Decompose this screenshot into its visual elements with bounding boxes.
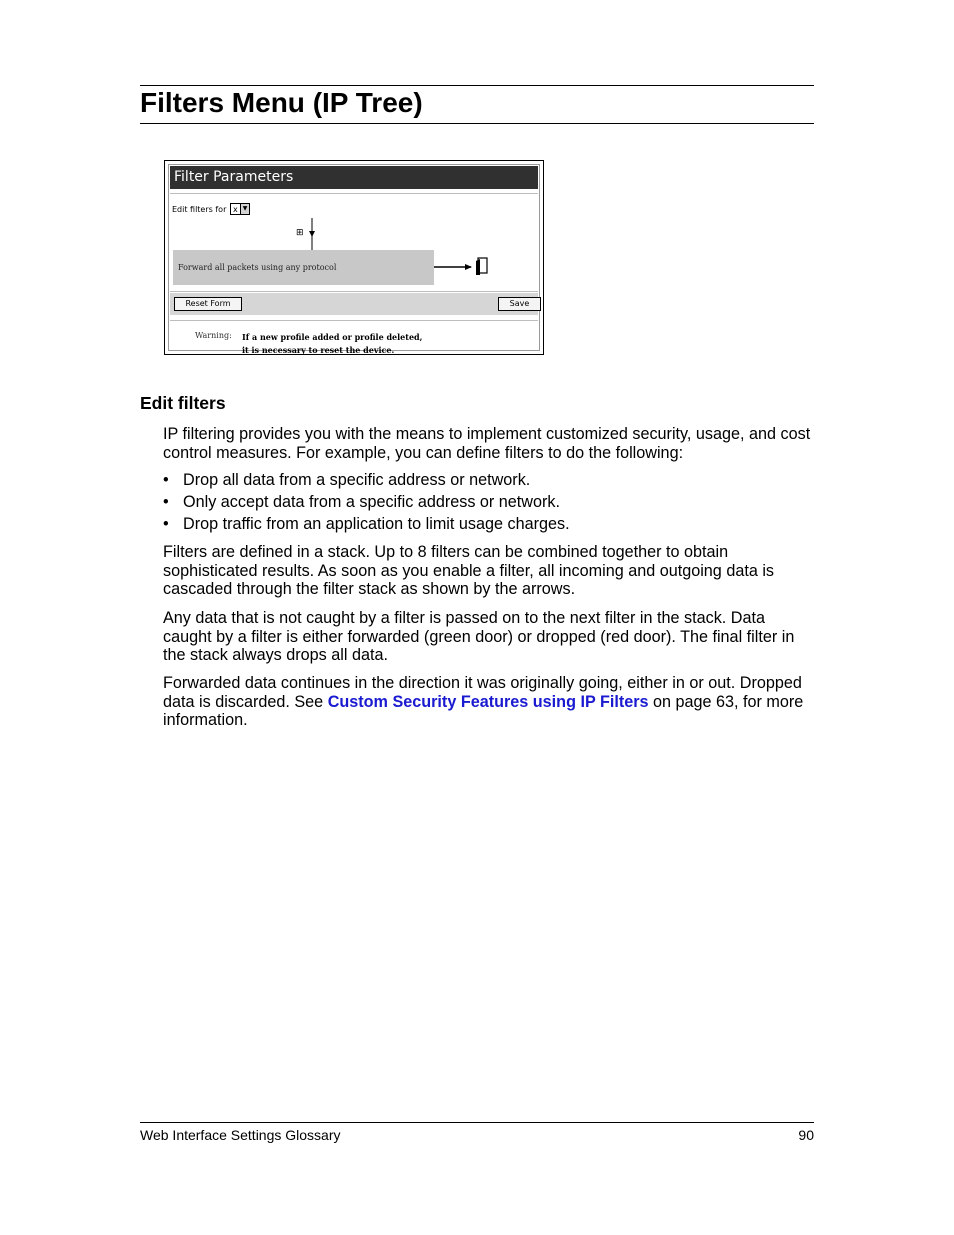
figure-separator-mid bbox=[170, 291, 538, 292]
edit-filters-label: Edit filters for bbox=[172, 205, 227, 214]
caught-data-paragraph: Any data that is not caught by a filter is passed on to the next filter in the stack. Data caught by a filter is either forwarded (green door) or dropped (red door). The final filter in the stack always drops all data. bbox=[163, 609, 795, 665]
forwarded-text-after: on page 63, for more information. bbox=[163, 692, 804, 730]
figure-frame bbox=[168, 164, 540, 355]
warning-line-1: If a new profile added or profile deleted, bbox=[242, 332, 423, 342]
reset-form-button[interactable]: Reset Form bbox=[174, 297, 242, 311]
intro-paragraph: IP filtering provides you with the means to implement customized security, usage, and cost control measures. For example, you can define filters to do the following: bbox=[163, 425, 811, 462]
save-button[interactable]: Save bbox=[498, 297, 541, 311]
list-item-text: Only accept data from a specific address or network. bbox=[183, 493, 560, 511]
figure-button-bar bbox=[170, 293, 538, 315]
filter-parameters-figure bbox=[164, 160, 544, 355]
figure-separator-top bbox=[170, 193, 538, 194]
bullet-icon: • bbox=[163, 493, 169, 511]
section-heading: Edit filters bbox=[140, 393, 226, 413]
stack-paragraph: Filters are defined in a stack. Up to 8 filters can be combined together to obtain sophisticated results. As soon as you enable a filter, all incoming and outgoing data is cascaded through the filter stack as shown by the arrows. bbox=[163, 543, 775, 599]
door-icon[interactable] bbox=[475, 257, 491, 277]
list-item bbox=[163, 470, 570, 492]
list-item-text: Drop all data from a specific address or network. bbox=[183, 471, 531, 489]
filter-rule-row[interactable] bbox=[173, 250, 434, 285]
list-item-text: Drop traffic from an application to limit usage charges. bbox=[183, 515, 570, 533]
warning-message bbox=[242, 331, 422, 357]
filter-rule-text: Forward all packets using any protocol bbox=[178, 263, 337, 272]
list-item bbox=[163, 492, 570, 514]
warning-label: Warning: bbox=[195, 331, 232, 340]
bullet-icon: • bbox=[163, 515, 169, 533]
bullet-icon: • bbox=[163, 471, 169, 489]
figure-separator-bottom bbox=[170, 320, 538, 321]
figure-header: Filter Parameters bbox=[170, 166, 538, 189]
forwarded-text-before: Forwarded data continues in the direction it was originally going, either in or out. Dropped data is discarded. See bbox=[163, 674, 802, 711]
page-number: 90 bbox=[798, 1127, 814, 1143]
page-title: Filters Menu (IP Tree) bbox=[140, 87, 423, 118]
edit-filters-select-value: x bbox=[233, 205, 238, 214]
footer-title: Web Interface Settings Glossary bbox=[140, 1127, 341, 1143]
custom-security-link[interactable]: Custom Security Features using IP Filters bbox=[327, 692, 649, 711]
chevron-down-icon: ▼ bbox=[240, 204, 249, 214]
expand-icon[interactable]: ⊞ bbox=[296, 228, 304, 238]
forwarded-data-paragraph bbox=[163, 674, 815, 730]
title-bottom-rule bbox=[140, 123, 814, 124]
warning-line-2: it is necessary to reset the device. bbox=[242, 345, 395, 355]
list-item bbox=[163, 514, 570, 536]
bullet-list bbox=[163, 470, 570, 536]
footer-rule bbox=[140, 1122, 814, 1123]
